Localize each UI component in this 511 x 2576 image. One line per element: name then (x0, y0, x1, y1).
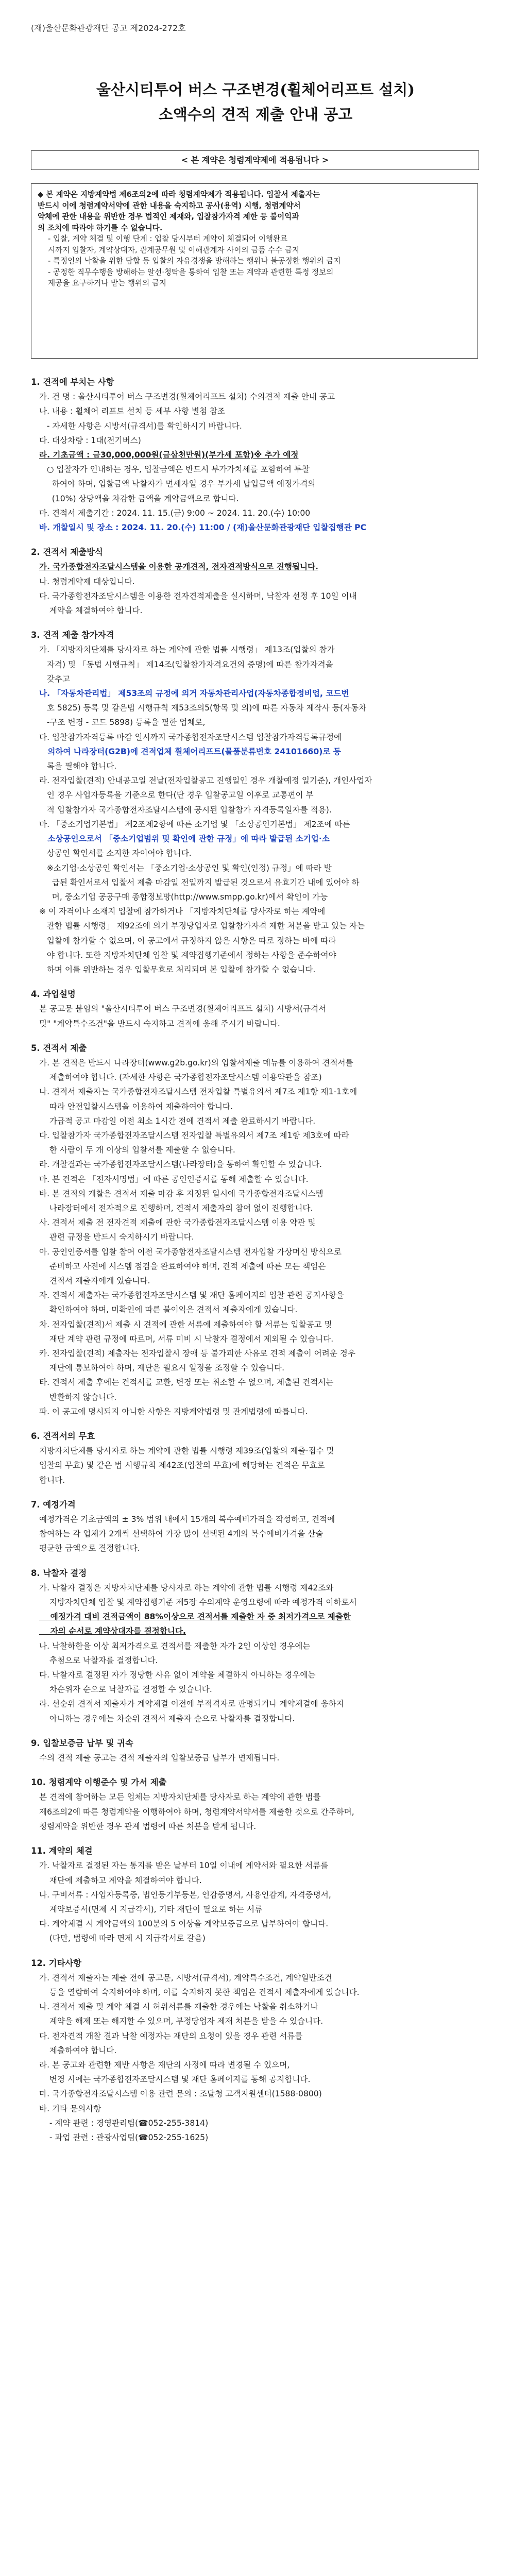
section-line: 라. 본 공고와 관련한 제반 사항은 재단의 사정에 따라 변경될 수 있으며, (39, 2060, 290, 2070)
section-line: 자의 순서로 계약상대자를 결정합니다. (39, 1626, 186, 1636)
section-line: 자격) 및 「동법 시행규칙」 제14조(입찰참가자격요건의 증명)에 따른 참가자격을 (39, 659, 333, 669)
section-line: - 자세한 사항은 시방서(규격서)를 확인하시기 바랍니다. (39, 421, 242, 431)
section-line: 나. 낙찰하한율 이상 최저가격으로 견적서를 제출한 자가 2인 이상인 경우에는 (39, 1641, 311, 1651)
section-line: 하여야 하며, 입찰금액 낙찰자가 면세자일 경우 부가세 납입금액 예정가격의 (39, 479, 316, 489)
section-line: 입찰의 무효) 및 같은 법 시행규칙 제42조(입찰의 무효)에 해당하는 견적은 무효로 (39, 1461, 325, 1470)
section-line: 라. 선순위 견적서 제출자가 계약체결 이전에 부적격자로 판명되거나 계약체결에 응하지 (39, 1699, 344, 1709)
box-subline: 제공을 요구하거나 받는 행위의 금지 (48, 279, 167, 287)
section-heading: 1. 견적에 부치는 사항 (31, 377, 114, 387)
section-line: - 계약 관련 : 경영관리팀(☎052-255-3814) (39, 2118, 209, 2128)
section-line: 따라 안전입찰시스템을 이용하여 제출하여야 합니다. (39, 1101, 233, 1111)
section-line: 수의 견적 제출 공고는 견적 제출자의 입찰보증금 납부가 면제됩니다. (39, 1753, 280, 1763)
section-line: ※소기업·소상공인 확인서는 「중소기업·소상공인 및 확인(인정) 규정」에 따라 발 (39, 863, 332, 873)
section-line: 다. 입찰참가자 국가종합전자조달시스템 전자입찰 특별유의서 제7조 제1항 제3호에 따라 (39, 1130, 349, 1140)
section-line: 상공인 확인서를 소지한 자이어야 합니다. (39, 849, 192, 858)
section-line: 관한 법률 시행령」 제92조에 의거 부정당업자로 입찰참가자격 제한 처분을 받고 있는 자는 (39, 921, 365, 931)
section-line: 참여하는 각 업체가 2개씩 선택하여 가장 많이 선택된 4개의 복수예비가격을 산술 (39, 1529, 323, 1539)
section-line: 나라장터에서 전자적으로 진행하며, 견적서 제출자의 참여 없이 진행합니다. (39, 1203, 313, 1213)
section-heading: 11. 계약의 체결 (31, 1846, 93, 1856)
box-line: 의 조치에 따라야 하기를 수 없습니다. (38, 223, 163, 232)
section-line: 하며 이를 위반하는 경우 입찰무효로 처리되며 본 입찰에 참가할 수 없습니다. (39, 964, 316, 974)
section-line: -구조 변경 - 코드 5898) 등록을 필한 업체로, (39, 718, 206, 727)
section-line: 다. 전자견적 개찰 결과 낙찰 예정자는 재단의 요청이 있을 경우 관련 서류를 (39, 2031, 303, 2041)
title-line-1: 울산시티투어 버스 구조변경(휠체어리프트 설치) (96, 81, 415, 98)
section-line: 파. 이 공고에 명시되지 아니한 사항은 지방계약법령 및 관계법령에 따릅니다. (39, 1406, 308, 1416)
section-line: 바. 본 견적의 개찰은 견적서 제출 마감 후 지정된 일시에 국가종합전자조달시스템 (39, 1189, 323, 1198)
section-line: 지방자치단체 입찰 및 계약집행기준 제5장 수의계약 운영요령에 따라 예정가격 이하로서 (39, 1598, 357, 1607)
section-heading: 12. 기타사항 (31, 1958, 82, 1968)
section-line: 평균한 금액으로 결정합니다. (39, 1544, 140, 1553)
section-line: 소상공인으로서 「중소기업범위 및 확인에 관한 규정」에 따라 발급된 소기업·소 (39, 834, 330, 844)
section-line: - 과업 관련 : 관광사업팀(☎052-255-1625) (39, 2132, 209, 2142)
section-line: (10%) 상당액을 차감한 금액을 계약금액으로 합니다. (39, 494, 239, 503)
section-line: 록을 필해야 합니다. (39, 761, 117, 771)
section-line: 자. 견적서 제출자는 국가종합전자조달시스템 및 재단 홈페이지의 입찰 관련 공지사항을 (39, 1291, 344, 1300)
section-line: 가. 국가종합전자조달시스템을 이용한 공개견적, 전자견적방식으로 진행됩니다. (39, 562, 319, 572)
section-line: 마. 본 견적은 「전자서명법」에 따른 공인인증서를 통해 제출할 수 있습니다. (39, 1174, 309, 1184)
section-line: 다. 대상차량 : 1대(전기버스) (39, 435, 141, 445)
section-line: 나. 견적서 제출 및 계약 체결 시 허위서류를 제출한 경우에는 낙찰을 취소하거나 (39, 2002, 318, 2012)
section-line: 호 5825) 등록 및 같은법 시행규칙 제53조의5(항목 및 의)에 따른 자동차 제작사 등(자동차 (39, 703, 367, 713)
section-heading: 9. 입찰보증금 납부 및 귀속 (31, 1738, 133, 1748)
section-line: 및" "계약특수조건"을 반드시 숙지하고 견적에 응해 주시기 바랍니다. (39, 1019, 280, 1028)
section-line: 입찰에 참가할 수 없으며, 이 공고에서 규정하지 않은 사항은 따로 정하는 바에 따라 (39, 936, 336, 945)
section-line: 라. 개찰결과는 국가종합전자조달시스템(나라장터)을 통하여 확인할 수 있습니다. (39, 1160, 322, 1170)
section-sec6 (31, 1429, 480, 1487)
section-sec2 (31, 545, 480, 618)
box-subline: - 특정인의 낙찰을 위한 담합 등 입찰의 자유경쟁을 방해하는 행위나 불공정한 행위의 금지 (48, 257, 341, 265)
section-line: 라. 기초금액 : 금30,000,000원(금삼천만원)(부가세 포함)※ 추가 예정 (39, 450, 299, 460)
section-sec8 (31, 1566, 480, 1726)
section-sec11 (31, 1844, 480, 1945)
section-heading: 4. 과업설명 (31, 989, 76, 999)
section-line: 지방자치단체를 당사자로 하는 계약에 관한 법률 시행령 제39조(입찰의 제출·접수 및 (39, 1446, 334, 1456)
section-sec5 (31, 1041, 480, 1419)
section-line: 가. 건 명 : 울산시티투어 버스 구조변경(휠체어리프트 설치) 수의견적 제출 안내 공고 (39, 392, 335, 402)
section-line: 예정가격은 기초금액의 ± 3% 범위 내에서 15개의 복수예비가격을 작성하고, 견적에 (39, 1515, 335, 1524)
announcement-number: (재)울산문화관광재단 공고 제2024-272호 (31, 23, 186, 33)
section-line: 나. 견적서 제출자는 국가종합전자조달시스템 전자입찰 특별유의서 제7조 제1항 제1-1호에 (39, 1087, 357, 1097)
section-line: 인 경우 사업자등록을 기준으로 한다(단 경우 입찰공고일 이후로 교통편이 부 (39, 790, 314, 800)
section-line: 계약보증서(면제 시 지급각서), 기타 재단이 필요로 하는 서류 (39, 1904, 263, 1914)
section-line: 계약을 해제 또는 해지할 수 있으며, 부정당업자 제재 처분을 받을 수 있습니다. (39, 2016, 323, 2026)
section-line: 의하여 나라장터(G2B)에 견적업체 휠체어리프트(물품분류번호 24101660)로 등 (39, 747, 341, 756)
section-line: 제6조의2에 따른 청렴계약을 이행하여야 하며, 청렴계약서약서를 제출한 것으로 간주하며, (39, 1807, 354, 1817)
section-line: 며, 중소기업 공공구매 종합정보망(http://www.smpp.go.kr)에서 확인이 가능 (39, 892, 328, 902)
section-line: 가급적 공고 마감일 이전 최소 1시간 전에 견적서 제출 완료하시기 바랍니다. (39, 1116, 316, 1126)
section-line: 다. 입찰참가자격등록 마감 일시까지 국가종합전자조달시스템 입찰참가자격등록규정에 (39, 732, 342, 742)
section-line: 청렴계약을 위반한 경우 관계 법령에 따른 처분을 받게 됩니다. (39, 1821, 257, 1831)
section-line: (다만, 법령에 따라 면제 시 지급각서로 갈음) (39, 1934, 206, 1943)
section-sec7 (31, 1498, 480, 1556)
section-line: 한 사람이 두 개 이상의 입찰서를 제출할 수 없습니다. (39, 1145, 235, 1155)
section-line: 갖추고 (39, 674, 71, 684)
section-line: 적 입찰참가자 국가종합전자조달시스템에 공시된 입찰참가 자격등록일자를 적용). (39, 805, 332, 815)
box-subline: - 공정한 직무수행을 방해하는 알선·청탁을 통하여 입찰 또는 계약과 관련한 특정 정보의 (48, 267, 334, 277)
section-line: 라. 전자입찰(견적) 안내공고일 전날(전자입찰공고 진행일인 경우 개찰예정 일기준), 개인사업자 (39, 776, 372, 786)
section-line: 제출하여야 합니다. (자세한 사항은 국가종합전자조달시스템 이용약관을 참조) (39, 1073, 322, 1082)
section-line: 차. 전자입찰(견적)서 제출 시 견적에 관한 서류에 제출하여야 할 서류는 입찰공고 및 (39, 1319, 332, 1329)
section-heading: 5. 견적서 제출 (31, 1043, 87, 1053)
section-line: 제출하여야 합니다. (39, 2045, 117, 2055)
section-line: 가. 「지방자치단체를 당사자로 하는 계약에 관한 법률 시행령」 제13조(입찰의 참가 (39, 645, 335, 655)
section-line: 다. 낙찰자로 결정된 자가 정당한 사유 없이 계약을 체결하지 아니하는 경우에는 (39, 1670, 316, 1680)
section-sec4 (31, 987, 480, 1031)
title-line-2: 소액수의 견적 제출 안내 공고 (158, 106, 353, 123)
section-line: 다. 계약체결 시 계약금액의 100분의 5 이상을 계약보증금으로 납부하여야 합니다. (39, 1919, 329, 1929)
section-line: 등을 열람하여 숙지하여야 하며, 이를 숙지하지 못한 책임은 견적서 제출자에게 있습니다. (39, 1987, 360, 1997)
section-line: 마. 국가종합전자조달시스템 이용 관련 문의 : 조달청 고객지원센터(1588-0800) (39, 2089, 322, 2099)
section-line: 추첨으로 낙찰자를 결정합니다. (39, 1655, 158, 1665)
section-line: 재단에 제출하고 계약을 체결하여야 합니다. (39, 1875, 202, 1885)
section-line: 마. 견적서 제출기간 : 2024. 11. 15.(금) 9:00 ~ 2024. 11. 20.(수) 10:00 (39, 508, 311, 518)
section-line: ○ 입찰자가 인내하는 경우, 입찰금액은 반드시 부가가치세를 포함하여 투찰 (39, 465, 310, 474)
box-line: 반드시 이에 청렴계약서약에 관한 내용을 숙지하고 공사(용역) 시행, 청렴계약서 (38, 201, 301, 210)
section-line: 아니하는 경우에는 차순위 견적서 제출자 순으로 낙찰자를 결정합니다. (39, 1714, 295, 1723)
section-line: 재단 계약 관련 규정에 따르며, 서류 미비 시 낙찰자 결정에서 제외될 수 있습니다. (39, 1334, 334, 1344)
section-line: 본 공고문 붙임의 "울산시티투어 버스 구조변경(휠체어리프트 설치) 시방서(규격서 (39, 1004, 327, 1014)
section-line: 계약을 체결하여야 합니다. (39, 606, 143, 616)
section-heading: 3. 견적 제출 참가자격 (31, 630, 114, 640)
section-line: 가. 본 견적은 반드시 나라장터(www.g2b.go.kr)의 입찰서제출 메뉴를 이용하여 견적서를 (39, 1058, 353, 1067)
section-line: 가. 견적서 제출자는 제출 전에 공고문, 시방서(규격서), 계약특수조건, 계약일반조건 (39, 1973, 332, 1982)
section-sec3 (31, 628, 480, 977)
section-line: 나. 내용 : 휠체어 리프트 설치 등 세부 사항 별첨 참조 (39, 406, 226, 416)
section-heading: 10. 청렴계약 이행준수 및 가서 제출 (31, 1777, 167, 1788)
section-line: 사. 견적서 제출 전 전자견적 제출에 관한 국가종합전자조달시스템 이용 약관 및 (39, 1218, 316, 1228)
integrity-info-box (31, 183, 478, 359)
section-line: 타. 견적서 제출 후에는 견적서를 교환, 변경 또는 취소할 수 없으며, 제출된 견적서는 (39, 1378, 334, 1387)
section-line: 아. 공인인증서를 입찰 참여 이전 국가종합전자조달시스템 전자입찰 가상머신 방식으로 (39, 1247, 342, 1257)
section-line: 바. 기타 문의사항 (39, 2104, 101, 2113)
section-line: 예정가격 대비 견적금액이 88%이상으로 견적서를 제출한 자 중 최저가격으로 제출한 (39, 1612, 351, 1622)
section-line: 변경 시에는 국가종합전자조달시스템 및 재단 홈페이지를 통해 공지합니다. (39, 2075, 311, 2084)
section-sec1 (31, 375, 480, 535)
section-sec12 (31, 1956, 480, 2145)
section-line: 나. 「자동차관리법」 제53조의 규정에 의거 자동차관리사업(자동차종합정비업, 코드번 (39, 689, 349, 699)
section-line: 마. 「중소기업기본법」 제2조제2항에 따른 소기업 및 「소상공인기본법」 제2조에 따른 (39, 819, 350, 829)
section-line: 가. 낙찰자 결정은 지방자치단체를 당사자로 하는 계약에 관한 법률 시행령 제42조와 (39, 1583, 334, 1592)
section-line: 합니다. (39, 1475, 65, 1485)
section-line: 카. 전자입찰(견적) 제출자는 전자입찰시 장애 등 불가피한 사유로 견적 제출이 어려운 경우 (39, 1349, 355, 1358)
section-line: 야 합니다. 또한 지방자치단체 입찰 및 계약집행기준에서 정하는 사항을 준수하여야 (39, 950, 336, 960)
section-line: 급된 확인서로서 입찰서 제출 마감일 전일까지 발급된 것으로서 유효기간 내에 있어야 하 (39, 877, 360, 887)
section-heading: 7. 예정가격 (31, 1499, 76, 1510)
section-line: 준비하고 사전에 시스템 점검을 완료하여야 하며, 견적 제출에 따른 모든 책임은 (39, 1261, 326, 1271)
box-subline: 시까지 입찰자, 계약상대자, 관계공무원 및 이해관계자 사이의 금품 수수 금지 (48, 245, 300, 255)
section-line: ※ 이 자격이나 소재지 입찰에 참가하거나 「지방자치단체를 당사자로 하는 계약에 (39, 907, 326, 917)
section-sec9 (31, 1736, 480, 1765)
section-line: 반환하지 않습니다. (39, 1392, 117, 1402)
section-line: 바. 개찰일시 및 장소 : 2024. 11. 20.(수) 11:00 / (재)울산문화관광재단 입찰집행관 PC (39, 523, 367, 533)
section-line: 차순위자 순으로 낙찰자를 결정할 수 있습니다. (39, 1685, 212, 1694)
section-sec10 (31, 1775, 480, 1834)
section-line: 나. 청렴계약제 대상입니다. (39, 577, 135, 586)
box-line: 약체에 관한 내용을 위반한 경우 법적인 제재와, 입찰참가자격 제한 등 불이익과 (38, 212, 299, 221)
section-line: 나. 구비서류 : 사업자등록증, 법인등기부등본, 인감증명서, 사용인감계, 자격증명서, (39, 1890, 331, 1900)
section-line: 본 견적에 참여하는 모든 업체는 지방자치단체를 당사자로 하는 계약에 관한 법률 (39, 1792, 321, 1802)
section-line: 재단에 통보하여야 하며, 재단은 필요시 일정을 조정할 수 있습니다. (39, 1363, 285, 1373)
document-title (0, 77, 511, 127)
section-line: 견적서 제출자에게 있습니다. (39, 1276, 150, 1285)
section-line: 관련 규정을 반드시 숙지하시기 바랍니다. (39, 1232, 194, 1242)
box-line: ◆ 본 계약은 지방계약법 제6조의2에 따라 청렴계약제가 적용됩니다. 입찰서 제출자는 (38, 190, 320, 199)
section-line: 가. 낙찰자로 결정된 자는 통지를 받은 날부터 10일 이내에 계약서와 필요한 서류를 (39, 1861, 329, 1871)
announcement-body (31, 365, 480, 2145)
section-heading: 6. 견적서의 무효 (31, 1431, 95, 1442)
section-line: 다. 국가종합전자조달시스템을 이용한 전자견적제출을 실시하며, 낙찰자 선정 후 10일 이내 (39, 591, 357, 601)
section-line: 확인하여야 하며, 미확인에 따른 불이익은 견적서 제출자에게 있습니다. (39, 1305, 298, 1315)
section-heading: 8. 낙찰자 결정 (31, 1568, 87, 1578)
section-heading: 2. 견적서 제출방식 (31, 547, 103, 557)
box-subline: - 입찰, 계약 체결 및 이행 단계 : 입찰 당시부터 계약이 체결되어 이행완료 (48, 234, 288, 243)
integrity-contract-notice: < 본 계약은 청렴계약제에 적용됩니다 > (31, 150, 479, 170)
